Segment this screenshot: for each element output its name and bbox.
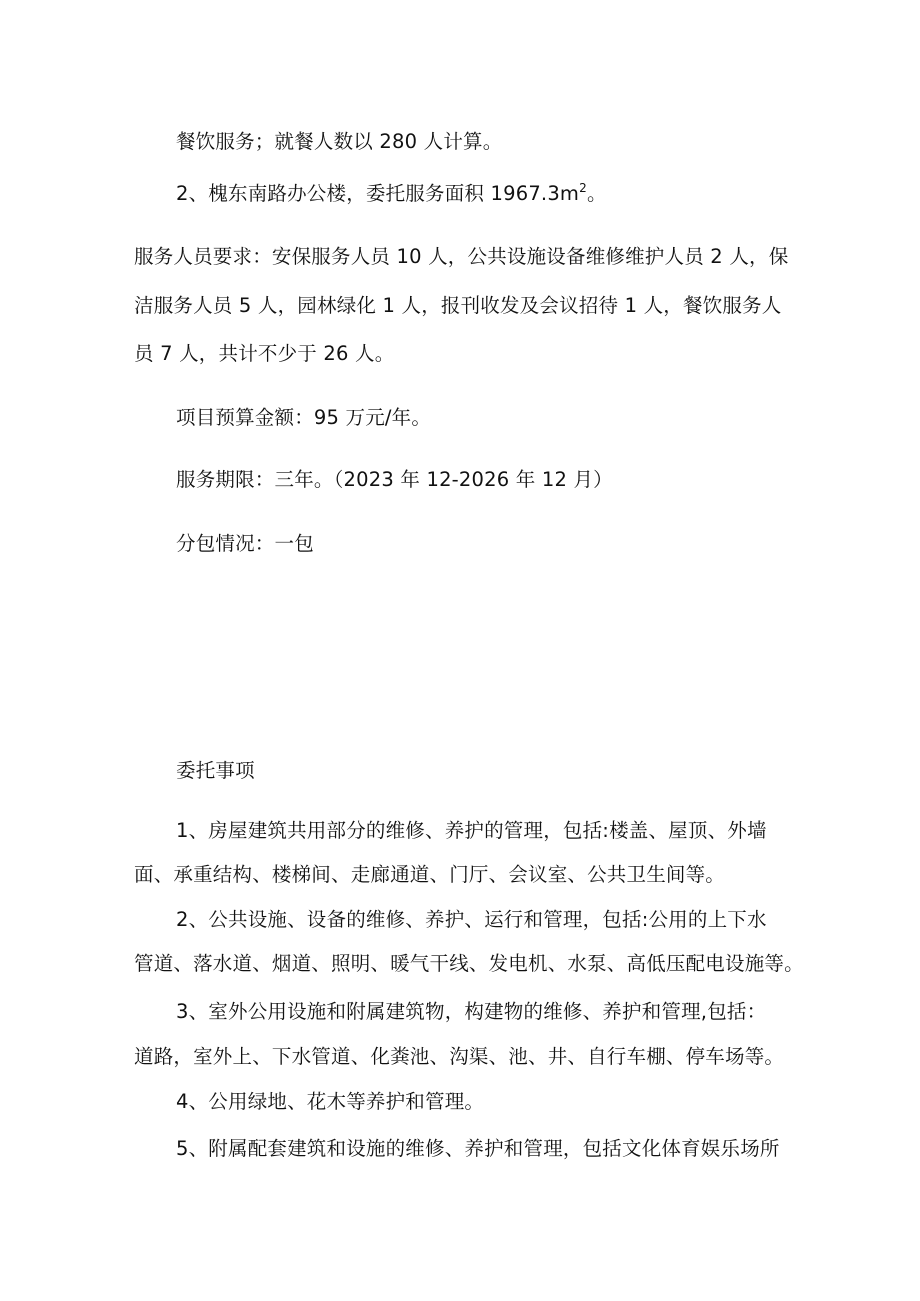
package-paragraph: 分包情况：一包 bbox=[176, 532, 314, 555]
budget-paragraph: 项目预算金额：95 万元/年。 bbox=[176, 406, 432, 429]
staff-requirement-line-1: 服务人员要求：安保服务人员 10 人，公共设施设备维修维护人员 2 人，保 bbox=[134, 245, 789, 268]
item-5-line-1: 5、附属配套建筑和设施的维修、养护和管理，包括文化体育娱乐场所 bbox=[176, 1137, 780, 1160]
superscript-two: 2 bbox=[579, 181, 587, 195]
item-2-line-2: 管道、落水道、烟道、照明、暖气干线、发电机、水泵、高低压配电设施等。 bbox=[134, 952, 804, 975]
item-2-line-1: 2、公共设施、设备的维修、养护、运行和管理，包括:公用的上下水 bbox=[176, 908, 767, 931]
staff-requirement-line-2: 洁服务人员 5 人，园林绿化 1 人，报刊收发及会议招待 1 人，餐饮服务人 bbox=[134, 294, 782, 317]
huaidong-office-text: 2、槐东南路办公楼，委托服务面积 1967.3m bbox=[176, 182, 580, 205]
huaidong-office-end: 。 bbox=[586, 182, 607, 205]
huaidong-office-paragraph bbox=[176, 180, 607, 208]
item-3-line-2: 道路，室外上、下水管道、化粪池、沟渠、池、井、自行车棚、停车场等。 bbox=[134, 1045, 785, 1068]
service-period-paragraph: 服务期限：三年。（2023 年 12-2026 年 12 月） bbox=[176, 468, 613, 491]
section-title: 委托事项 bbox=[176, 759, 255, 782]
item-4: 4、公用绿地、花木等养护和管理。 bbox=[176, 1090, 485, 1113]
staff-requirement-line-3: 员 7 人，共计不少于 26 人。 bbox=[134, 342, 395, 365]
item-3-line-1: 3、室外公用设施和附属建筑物，构建物的维修、养护和管理,包括： bbox=[176, 1000, 767, 1023]
item-1-line-1: 1、房屋建筑共用部分的维修、养护的管理，包括:楼盖、屋顶、外墙 bbox=[176, 819, 767, 842]
catering-paragraph: 餐饮服务；就餐人数以 280 人计算。 bbox=[176, 130, 503, 153]
item-1-line-2: 面、承重结构、楼梯间、走廊通道、门厅、会议室、公共卫生间等。 bbox=[134, 863, 726, 886]
